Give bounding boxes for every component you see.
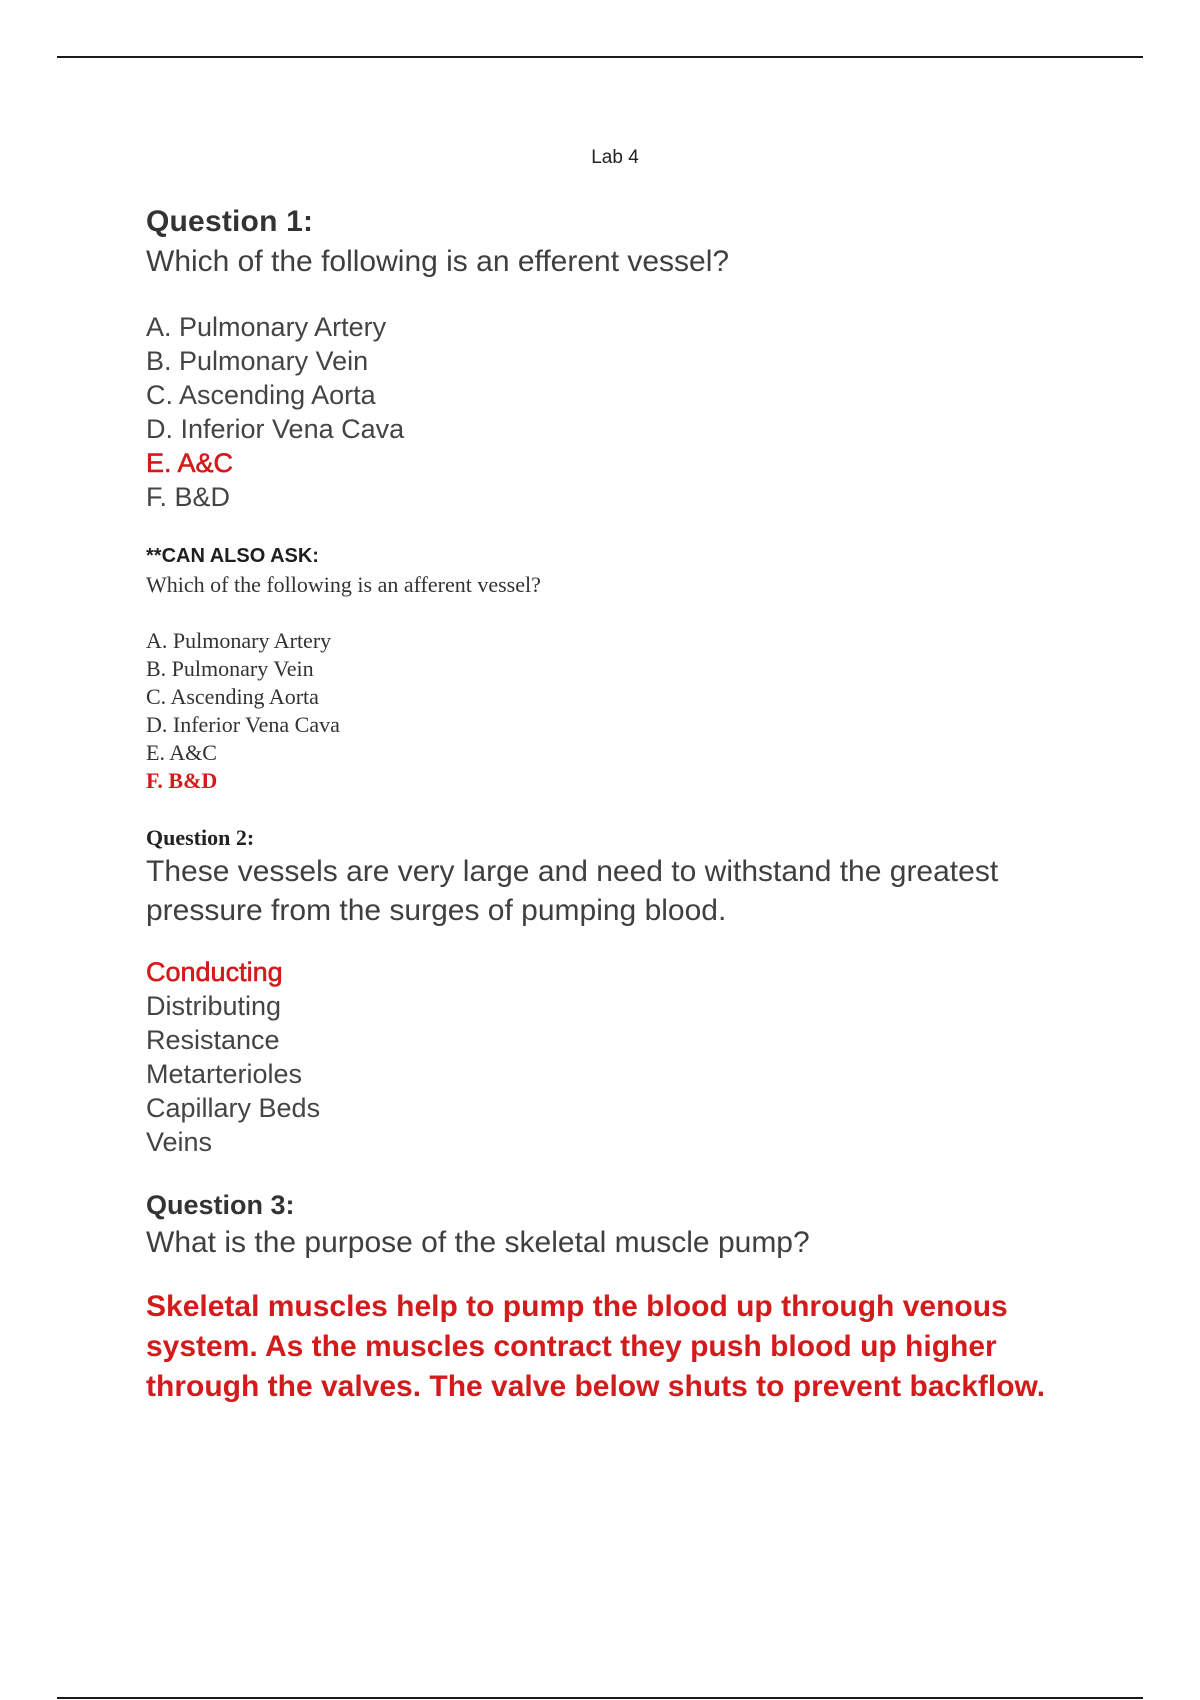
question-2-heading: Question 2: bbox=[146, 825, 255, 850]
also-ask-options bbox=[146, 627, 340, 795]
question-1-option: F. B&D bbox=[146, 482, 231, 512]
question-3-answer-line-1: Skeletal muscles help to pump the blood up through venous bbox=[146, 1290, 1008, 1323]
question-3-answer-line-2: system. As the muscles contract they push blood up higher bbox=[146, 1330, 997, 1363]
question-2-text-line-2: pressure from the surges of pumping blood. bbox=[146, 894, 727, 927]
question-2-option: Resistance bbox=[146, 1025, 280, 1055]
bottom-rule bbox=[57, 1697, 1143, 1699]
question-1-option: E. A&C bbox=[146, 448, 234, 478]
also-ask-option: D. Inferior Vena Cava bbox=[146, 712, 340, 737]
also-ask-text: Which of the following is an afferent vessel? bbox=[146, 572, 541, 597]
also-ask-option: E. A&C bbox=[146, 740, 217, 765]
question-3-heading: Question 3: bbox=[146, 1190, 295, 1220]
question-1-text: Which of the following is an efferent vessel? bbox=[146, 245, 730, 278]
question-1-options bbox=[146, 310, 404, 514]
also-ask-heading: **CAN ALSO ASK: bbox=[146, 545, 319, 567]
question-2-option: Veins bbox=[146, 1127, 213, 1157]
question-2-option: Distributing bbox=[146, 991, 282, 1021]
page-title: Lab 4 bbox=[591, 147, 639, 168]
question-1-option: A. Pulmonary Artery bbox=[146, 312, 387, 342]
question-2-option: Metarterioles bbox=[146, 1059, 303, 1089]
question-1-heading: Question 1: bbox=[146, 205, 314, 238]
top-rule bbox=[57, 56, 1143, 58]
question-2-option: Capillary Beds bbox=[146, 1093, 321, 1123]
also-ask-option: C. Ascending Aorta bbox=[146, 684, 319, 709]
question-2-option: Conducting bbox=[146, 957, 283, 987]
question-3-answer-line-3: through the valves. The valve below shuts to prevent backflow. bbox=[146, 1370, 1046, 1403]
question-2-options bbox=[146, 955, 320, 1159]
question-2-text-line-1: These vessels are very large and need to withstand the greatest bbox=[146, 855, 999, 888]
also-ask-option: A. Pulmonary Artery bbox=[146, 628, 332, 653]
also-ask-option: F. B&D bbox=[146, 768, 218, 793]
question-3-text: What is the purpose of the skeletal muscle pump? bbox=[146, 1226, 810, 1259]
question-1-option: B. Pulmonary Vein bbox=[146, 346, 369, 376]
also-ask-option: B. Pulmonary Vein bbox=[146, 656, 314, 681]
question-1-option: D. Inferior Vena Cava bbox=[146, 414, 405, 444]
question-1-option: C. Ascending Aorta bbox=[146, 380, 376, 410]
